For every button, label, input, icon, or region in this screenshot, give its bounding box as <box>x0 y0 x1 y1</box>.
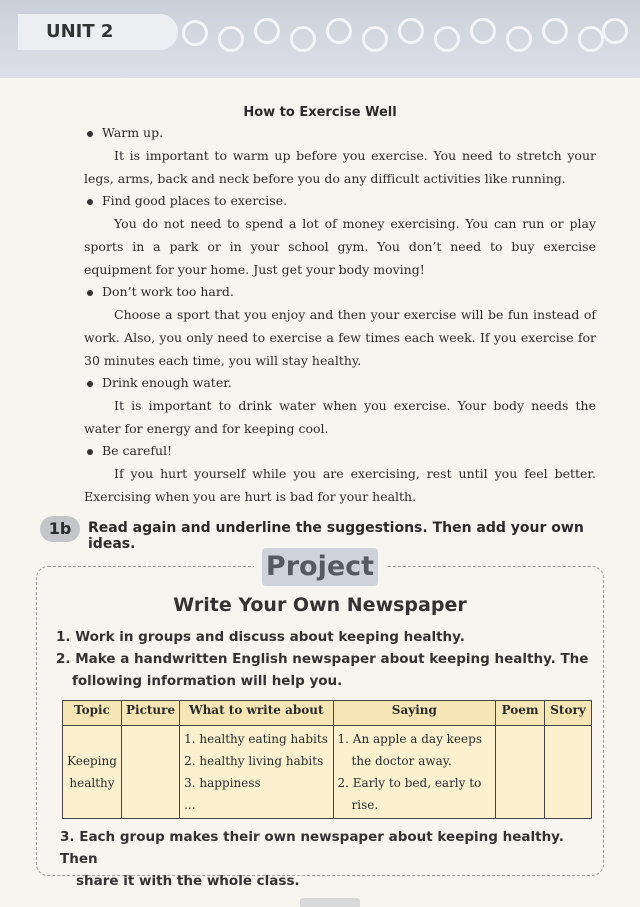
saying-cell <box>333 726 496 819</box>
topic-line: healthy <box>69 776 115 790</box>
circle-icon <box>602 18 628 44</box>
section-body: It is important to warm up before you exercise. You need to stretch your legs, arms, back and neck before you do any difficult activities like running. <box>84 148 596 186</box>
circle-icon <box>290 26 316 52</box>
circle-icon <box>218 26 244 52</box>
step-3 <box>60 826 600 892</box>
step-2-continued: following information will help you. <box>72 673 343 689</box>
section-heading: Warm up. <box>84 122 596 144</box>
circle-icon <box>398 18 424 44</box>
step-2: 2. Make a handwritten English newspaper about keeping healthy. The <box>56 651 589 667</box>
poem-cell <box>496 726 545 819</box>
newspaper-plan-table <box>62 700 592 819</box>
section-body: You do not need to spend a lot of money exercising. You can run or play sports in a park or in your school gym. You don’t need to buy exercise equipment for your home. Just get your body moving! <box>84 216 596 277</box>
reading-passage <box>84 122 596 508</box>
table-row <box>63 726 592 819</box>
table-header-row <box>63 701 592 726</box>
write-about-item: 2. healthy living habits <box>184 754 324 768</box>
unit-label: UNIT 2 <box>18 14 178 50</box>
section-heading: Drink enough water. <box>84 372 596 394</box>
write-about-item: 1. healthy eating habits <box>184 732 328 746</box>
saying-line: 1. An apple a day keeps <box>337 732 482 746</box>
circle-icon <box>578 26 604 52</box>
step-3-line: 3. Each group makes their own newspaper about keeping healthy. Then <box>60 829 564 867</box>
page-footer-tab <box>300 898 360 907</box>
circle-icon <box>470 18 496 44</box>
circle-icon <box>362 26 388 52</box>
circle-icon <box>326 18 352 44</box>
step-3-continued: share it with the whole class. <box>76 873 300 889</box>
write-about-item: 3. happiness <box>184 776 261 790</box>
section-heading: Don’t work too hard. <box>84 281 596 303</box>
reading-title: How to Exercise Well <box>243 105 397 120</box>
topic-cell <box>63 726 122 819</box>
task-badge: 1b <box>40 516 80 542</box>
circle-icon <box>254 18 280 44</box>
circle-icon <box>506 26 532 52</box>
header-story: Story <box>545 701 592 726</box>
header-write-about: What to write about <box>180 701 333 726</box>
header-picture: Picture <box>121 701 179 726</box>
circle-icon <box>182 20 208 46</box>
section-body: If you hurt yourself while you are exercising, rest until you feel better. Exercising when you are hurt is bad for your health. <box>84 466 596 504</box>
project-subtitle: Write Your Own Newspaper <box>173 594 467 616</box>
step-1: 1. Work in groups and discuss about keeping healthy. <box>56 629 465 645</box>
header-topic: Topic <box>63 701 122 726</box>
circle-icon <box>542 18 568 44</box>
task-instruction: Read again and underline the suggestions. Then add your own ideas. <box>88 520 584 552</box>
circle-icon <box>434 26 460 52</box>
write-about-item: ... <box>184 798 196 812</box>
saying-line: 2. Early to bed, early to <box>337 776 482 790</box>
story-cell <box>545 726 592 819</box>
write-about-cell <box>180 726 333 819</box>
project-steps <box>56 626 596 692</box>
header-poem: Poem <box>496 701 545 726</box>
section-body: Choose a sport that you enjoy and then your exercise will be fun instead of work. Also, you only need to exercise a few times each week. If you exercise for 30 minutes each time, you will stay healthy. <box>84 307 596 368</box>
picture-cell <box>121 726 179 819</box>
section-heading: Find good places to exercise. <box>84 190 596 212</box>
header-saying: Saying <box>333 701 496 726</box>
project-label: Project <box>262 548 378 586</box>
unit-banner <box>0 0 640 78</box>
saying-line: rise. <box>351 798 379 812</box>
section-heading: Be careful! <box>84 440 596 462</box>
section-body: It is important to drink water when you exercise. Your body needs the water for energy and for keeping cool. <box>84 398 596 436</box>
topic-line: Keeping <box>67 754 117 768</box>
saying-line: the doctor away. <box>351 754 452 768</box>
